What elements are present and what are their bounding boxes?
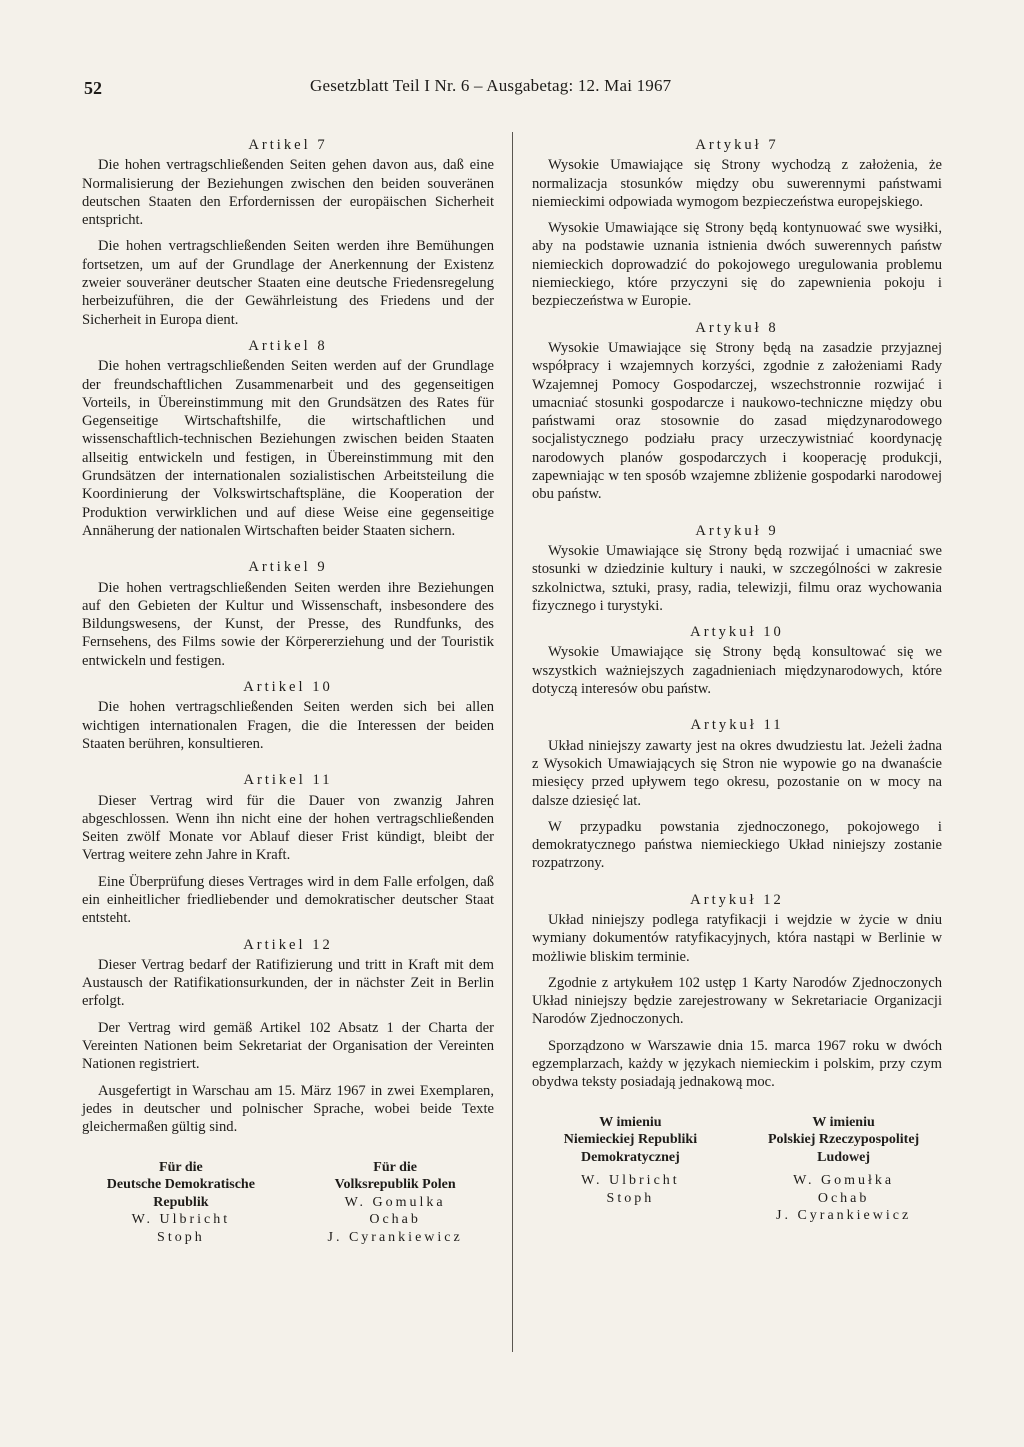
signature-heading: Volksrepublik Polen xyxy=(334,1177,456,1193)
signature-heading: W imieniu xyxy=(599,1114,662,1130)
spacer xyxy=(532,512,942,522)
paragraph: Zgodnie z artykułem 102 ustęp 1 Karty Narodów Zjednoczonych Układ niniejszy będzie zarejestrowany w Sekretariacie Organizacji Narodów Zjednoczonych. xyxy=(532,974,942,1028)
signatory-name: Ochab xyxy=(369,1212,421,1228)
article-heading: Artykuł 7 xyxy=(695,137,779,153)
article-heading: Artykuł 9 xyxy=(695,522,779,539)
german-column xyxy=(82,136,494,1246)
signature-heading: W imieniu xyxy=(812,1114,875,1130)
signature-block-gdr xyxy=(532,1114,729,1225)
signature-heading: Deutsche Demokratische xyxy=(106,1177,255,1193)
signature-heading: Für die xyxy=(373,1159,417,1175)
spacer xyxy=(82,548,494,558)
paragraph: W przypadku powstania zjednoczonego, pokojowego i demokratycznego państwa niemieckiego Układ niniejszy zostanie rozpatrzony. xyxy=(532,818,942,872)
paragraph: Wysokie Umawiające się Strony wychodzą z założenia, że normalizacja stosunków między obu suwerennymi państwami niemieckimi odpowiada wymogom bezpieczeństwa europejskiego. xyxy=(532,157,942,210)
paragraph: Die hohen vertragschließenden Seiten werden ihre Bemühungen fortsetzen, um auf der Grundlage der Anerkennung der Existenz zweier souveräner deutscher Staaten eine deutsche Friedensregelung herbeizuführen, die der Gewährleistung des Friedens und der Sicherheit in Europa dient. xyxy=(82,238,494,328)
signature-heading: Demokratycznej xyxy=(581,1149,680,1165)
signature-section xyxy=(82,1159,494,1247)
paragraph: Sporządzono w Warszawie dnia 15. marca 1967 roku w dwóch egzemplarzach, każdy w językach niemieckim i polskim, przy czym obydwa teksty posiadają jednakową moc. xyxy=(532,1037,942,1091)
signatory-name: J. Cyrankiewicz xyxy=(327,1229,463,1245)
signatory-name: W. Ulbricht xyxy=(581,1173,680,1189)
gazette-title: Gesetzblatt Teil I Nr. 6 – Ausgabetag: 12. Mai 1967 xyxy=(310,76,672,95)
spacer xyxy=(532,706,942,716)
paragraph: Układ niniejszy zawarty jest na okres dwudziestu lat. Jeżeli żadna z Wysokich Umawiających się Stron nie wypowie go na dwanaście miesięcy przed upływem tego okresu, pozostanie on w mocy na dalsze dziesięć lat. xyxy=(532,737,942,809)
spacer xyxy=(82,761,494,771)
paragraph: Wysokie Umawiające się Strony będą kontynuować swe wysiłki, aby na podstawie uznania istnienia dwóch suwerennych państw niemieckich doprowadzić do pokojowego uregulowania problemu niemieckiego, które przyczyni się do zapewnienia pokoju i bezpieczeństwa w Europie. xyxy=(532,220,942,310)
article-heading: Artikel 12 xyxy=(243,936,333,953)
signature-block-gdr xyxy=(82,1159,280,1247)
article-heading: Artikel 8 xyxy=(248,337,328,354)
paragraph: Dieser Vertrag wird für die Dauer von zwanzig Jahren abgeschlossen. Wenn ihn nicht eine der hohen vertragschließenden Seiten zwölf Monate vor Ablauf dieser Frist kündigt, bleibt der Vertrag weitere zehn Jahre in Kraft. xyxy=(82,792,494,864)
signatory-name: Stoph xyxy=(606,1190,655,1206)
signature-heading: Polskiej Rzeczypospolitej xyxy=(767,1132,920,1148)
paragraph: Die hohen vertragschließenden Seiten werden sich bei allen wichtigen internationalen Fragen, die die Interessen der beiden Staaten berühren, konsultieren. xyxy=(82,699,494,752)
paragraph: Dieser Vertrag bedarf der Ratifizierung und tritt in Kraft mit dem Austausch der Ratifikationsurkunden, der in nächster Zeit in Berlin erfolgt. xyxy=(82,956,494,1010)
page-header xyxy=(82,72,942,104)
article-heading: Artikel 10 xyxy=(243,679,333,696)
signatory-name: Stoph xyxy=(157,1229,205,1245)
signature-block-poland xyxy=(745,1114,942,1225)
paragraph: Ausgefertigt in Warschau am 15. März 1967 in zwei Exemplaren, jedes in deutscher und polnischer Sprache, wobei beide Texte gleichermaßen gültig sind. xyxy=(82,1082,494,1136)
article-heading: Artykuł 10 xyxy=(690,624,784,641)
paragraph: Wysokie Umawiające się Strony będą konsultować się we wszystkich ważniejszych zagadnieniach międzynarodowych, które dotyczą interesów obu państw. xyxy=(532,644,942,698)
article-heading: Artikel 11 xyxy=(243,772,333,789)
signature-heading: Republik xyxy=(153,1194,209,1210)
signature-block-poland xyxy=(296,1159,494,1247)
paragraph: Die hohen vertragschließenden Seiten werden ihre Beziehungen auf den Gebieten der Kultur und Wissenschaft, insbesondere des Bildungswesens, der Kunst, der Presse, des Rundfunks, des Fernsehens, des Films sowie der Körpererziehung und der Touristik entwickeln und festigen. xyxy=(82,579,494,669)
signatory-name: Ochab xyxy=(817,1190,870,1206)
signature-section xyxy=(532,1114,942,1225)
article-heading: Artykuł 11 xyxy=(690,717,784,734)
signatory-name: W. Ulbricht xyxy=(131,1212,231,1228)
paragraph: Układ niniejszy podlega ratyfikacji i wejdzie w życie w dniu wymiany dokumentów ratyfikacyjnych, która nastąpi w Berlinie w możliwie bliskim terminie. xyxy=(532,911,942,965)
spacer xyxy=(532,881,942,891)
signatory-name: W. Gomułka xyxy=(793,1173,895,1189)
paragraph: Wysokie Umawiające się Strony będą na zasadzie przyjaznej współpracy i wzajemnych korzyści, zgodnie z założeniami Rady Wzajemnej Pomocy Gospodarczej, wszechstronnie rozwijać i umacniać stosunki gospodarcze i naukowo-techniczne między obu państwami oraz stosownie do zasad międzynarodowego socjalistycznego podziału pracy urzeczywistniać koordynację narodowych planów gospodarczych i kooperację produkcji, zapewniając w ten sposób wzajemne zbliżenie gospodarki narodowej obu państw. xyxy=(532,339,942,503)
article-heading: Artikel 9 xyxy=(248,559,328,576)
paragraph: Wysokie Umawiające się Strony będą rozwijać i umacniać swe stosunki w dziedzinie kultury i nauki, w szczególności w zakresie szkolnictwa, sztuki, prasy, radia, telewizji, filmu oraz wychowania fizycznego i turystyki. xyxy=(532,542,942,614)
paragraph: Der Vertrag wird gemäß Artikel 102 Absatz 1 der Charta der Vereinten Nationen beim Sekretariat der Organisation der Vereinten Nationen registriert. xyxy=(82,1019,494,1073)
signature-heading: Ludowej xyxy=(817,1149,871,1165)
article-heading: Artykuł 12 xyxy=(690,891,784,908)
page-number: 52 xyxy=(84,78,102,98)
article-heading: Artykuł 8 xyxy=(695,319,779,336)
signatory-name: W. Gomulka xyxy=(344,1194,446,1210)
column-divider xyxy=(512,132,513,1352)
paragraph: Die hohen vertragschließenden Seiten gehen davon aus, daß eine Normalisierung der Beziehungen zwischen den beiden souveränen deutschen Staaten den Erfordernissen der europäischen Sicherheit entspricht. xyxy=(82,157,494,229)
polish-column xyxy=(532,136,942,1225)
signatory-name: J. Cyrankiewicz xyxy=(776,1208,912,1224)
paragraph: Eine Überprüfung dieses Vertrages wird in dem Falle erfolgen, daß ein einheitlicher friedliebender und demokratischer deutscher Staat entsteht. xyxy=(82,873,494,927)
article-heading: Artikel 7 xyxy=(248,137,328,153)
signature-heading: Niemieckiej Republiki xyxy=(563,1132,698,1148)
paragraph: Die hohen vertragschließenden Seiten werden auf der Grundlage der freundschaftlichen Zusammenarbeit und des gegenseitigen Vorteils, in Übereinstimmung mit den Grundsätzen des Rates für Gegenseitige Wirtschaftshilfe, die wirtschaftlichen und wissenschaftlich-technischen Beziehungen zwischen beiden Staaten allseitig entwickeln und festigen, in Übereinstimmung mit den Grundsätzen der internationalen sozialistischen Arbeitsteilung die Koordinierung der Volkswirtschaftspläne, die Kooperation der Produktion verwirklichen und auf diese Weise eine gegenseitige Annäherung der nationalen Wirtschaften beider Staaten sichern. xyxy=(82,358,494,539)
signature-heading: Für die xyxy=(159,1159,203,1175)
